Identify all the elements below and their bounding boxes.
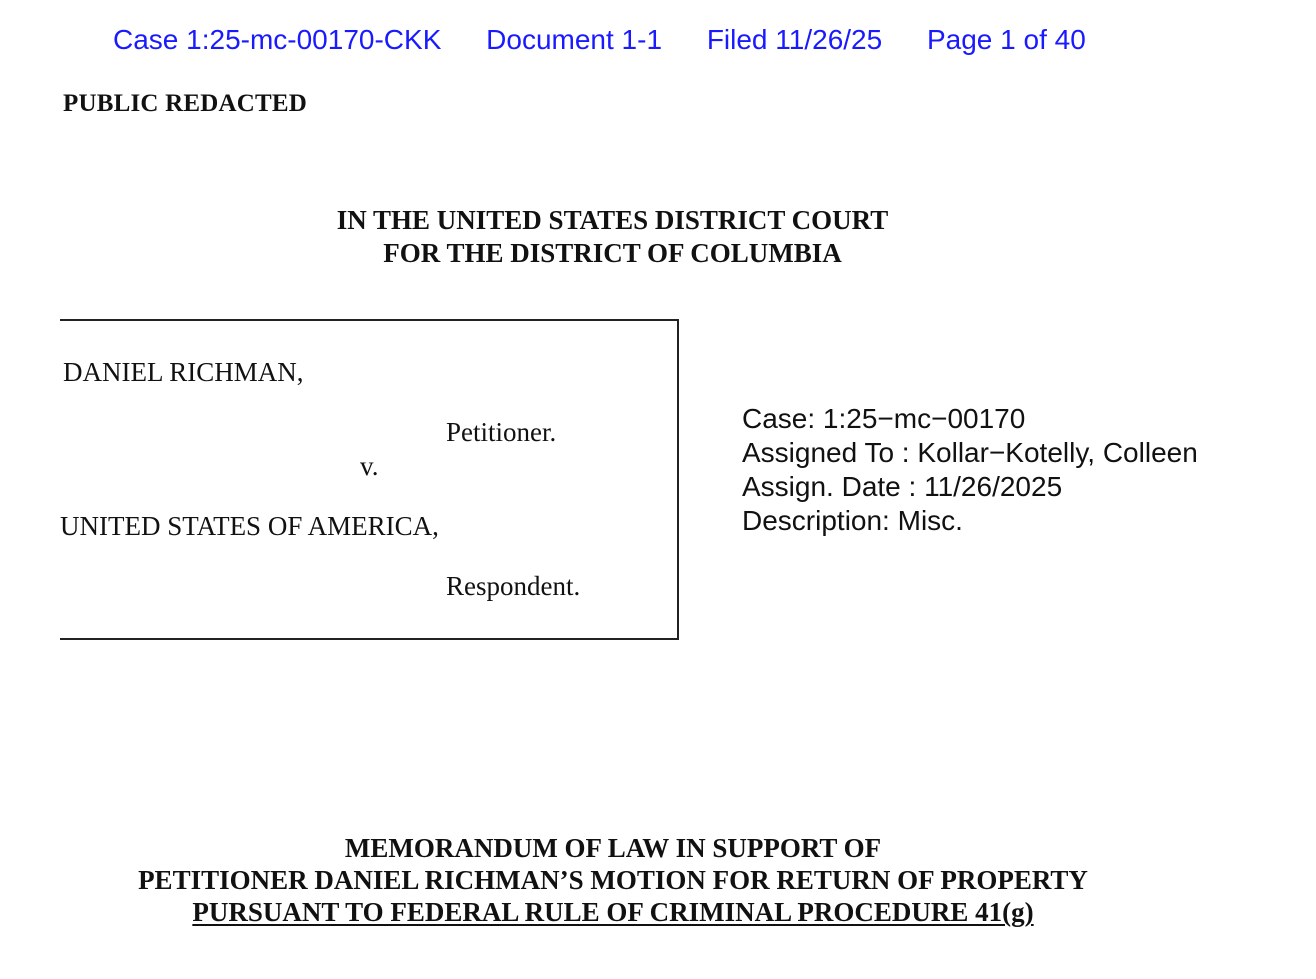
assignment-date: Assign. Date : 11/26/2025 [742,471,1063,502]
respondent-role: Respondent. [446,571,581,601]
case-assignment-stamp [742,402,1198,538]
header-page-count: Page 1 of 40 [926,24,1086,55]
petitioner-role: Petitioner. [446,417,557,447]
case-caption-box [60,319,679,640]
memorandum-title [0,832,1226,928]
public-redacted-label: PUBLIC REDACTED [63,90,308,117]
memorandum-title-line-3: PURSUANT TO FEDERAL RULE OF CRIMINAL PROCEDURE 41(g) [192,897,1034,927]
assignment-description: Description: Misc. [742,505,963,536]
court-heading-line-1: IN THE UNITED STATES DISTRICT COURT [336,205,889,235]
header-document-number: Document 1-1 [486,24,663,55]
court-heading-line-2: FOR THE DISTRICT OF COLUMBIA [383,238,842,268]
respondent-name: UNITED STATES OF AMERICA, [60,511,439,541]
memorandum-title-line-2: PETITIONER DANIEL RICHMAN’S MOTION FOR RETURN OF PROPERTY [138,865,1088,895]
assignment-case-number: Case: 1:25−mc−00170 [742,403,1026,434]
memorandum-title-line-1: MEMORANDUM OF LAW IN SUPPORT OF [344,833,882,863]
petitioner-name: DANIEL RICHMAN, [63,357,304,387]
ecf-header-stamp [113,24,1086,56]
versus-label: v. [360,451,379,481]
header-case-number: Case 1:25-mc-00170-CKK [113,24,442,55]
assignment-assigned-to: Assigned To : Kollar−Kotelly, Colleen [742,437,1198,468]
header-filed-date: Filed 11/26/25 [706,24,883,55]
court-heading [0,204,1225,270]
